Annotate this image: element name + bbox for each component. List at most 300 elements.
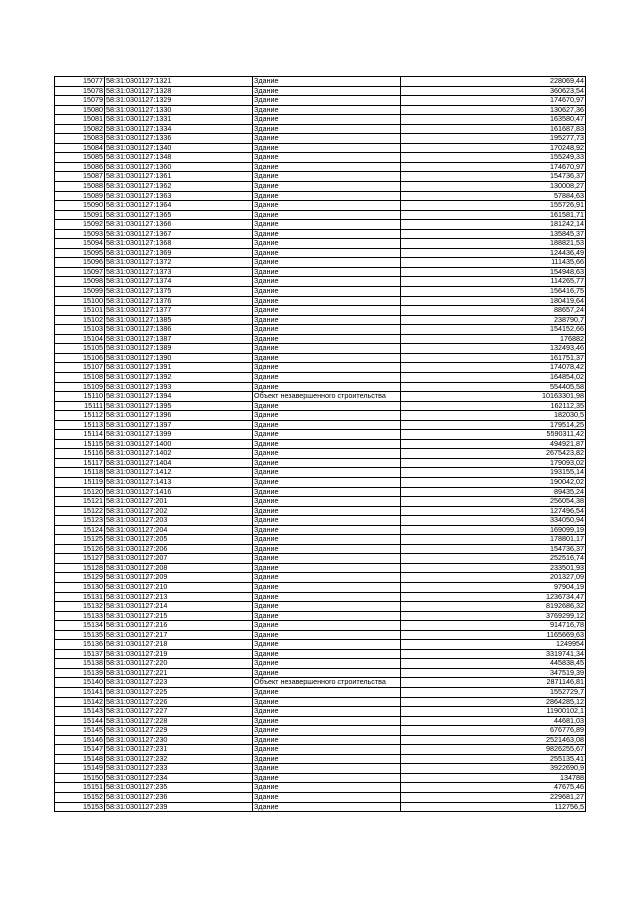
table-row bbox=[55, 516, 586, 526]
cadastral-value-cell: 10163301,98 bbox=[401, 392, 586, 402]
cadastral-value-cell: 164854,02 bbox=[401, 372, 586, 382]
cadastral-value-cell: 252516,74 bbox=[401, 554, 586, 564]
cadastral-value-cell: 2864285,12 bbox=[401, 697, 586, 707]
table-row bbox=[55, 783, 586, 793]
row-number-cell: 15146 bbox=[55, 735, 105, 745]
row-number-cell: 15104 bbox=[55, 334, 105, 344]
cadastral-value-cell: 97904,19 bbox=[401, 582, 586, 592]
table-row bbox=[55, 659, 586, 669]
object-type-cell: Здание bbox=[253, 439, 401, 449]
table-row bbox=[55, 306, 586, 316]
cadastral-value-cell: 3319741,34 bbox=[401, 649, 586, 659]
cadastral-number-cell: 58:31:0301127:215 bbox=[105, 611, 253, 621]
cadastral-value-cell: 88657,24 bbox=[401, 306, 586, 316]
cadastral-value-cell: 155249,33 bbox=[401, 153, 586, 163]
cadastral-number-cell: 58:31:0301127:239 bbox=[105, 802, 253, 812]
object-type-cell: Здание bbox=[253, 764, 401, 774]
cadastral-number-cell: 58:31:0301127:1391 bbox=[105, 363, 253, 373]
cadastral-number-cell: 58:31:0301127:1373 bbox=[105, 267, 253, 277]
cadastral-number-cell: 58:31:0301127:218 bbox=[105, 640, 253, 650]
object-type-cell: Здание bbox=[253, 707, 401, 717]
table-row bbox=[55, 764, 586, 774]
cadastral-number-cell: 58:31:0301127:216 bbox=[105, 621, 253, 631]
cadastral-number-cell: 58:31:0301127:1375 bbox=[105, 287, 253, 297]
cadastral-number-cell: 58:31:0301127:1360 bbox=[105, 162, 253, 172]
cadastral-number-cell: 58:31:0301127:1390 bbox=[105, 353, 253, 363]
table-row bbox=[55, 506, 586, 516]
cadastral-number-cell: 58:31:0301127:201 bbox=[105, 497, 253, 507]
cadastral-value-cell: 5590311,42 bbox=[401, 430, 586, 440]
table-row bbox=[55, 325, 586, 335]
cadastral-number-cell: 58:31:0301127:231 bbox=[105, 745, 253, 755]
table-row bbox=[55, 439, 586, 449]
object-type-cell: Здание bbox=[253, 487, 401, 497]
table-row bbox=[55, 697, 586, 707]
cadastral-value-cell: 112756,5 bbox=[401, 802, 586, 812]
object-type-cell: Здание bbox=[253, 115, 401, 125]
cadastral-value-cell: 188821,53 bbox=[401, 239, 586, 249]
cadastral-value-cell: 554405,58 bbox=[401, 382, 586, 392]
table-row bbox=[55, 363, 586, 373]
cadastral-number-cell: 58:31:0301127:1368 bbox=[105, 239, 253, 249]
row-number-cell: 15084 bbox=[55, 143, 105, 153]
cadastral-number-cell: 58:31:0301127:1394 bbox=[105, 392, 253, 402]
cadastral-number-cell: 58:31:0301127:209 bbox=[105, 573, 253, 583]
row-number-cell: 15147 bbox=[55, 745, 105, 755]
table-row bbox=[55, 468, 586, 478]
object-type-cell: Здание bbox=[253, 430, 401, 440]
cadastral-number-cell: 58:31:0301127:223 bbox=[105, 678, 253, 688]
object-type-cell: Здание bbox=[253, 621, 401, 631]
object-type-cell: Здание bbox=[253, 143, 401, 153]
cadastral-value-cell: 1249954 bbox=[401, 640, 586, 650]
row-number-cell: 15153 bbox=[55, 802, 105, 812]
cadastral-number-cell: 58:31:0301127:1400 bbox=[105, 439, 253, 449]
cadastral-number-cell: 58:31:0301127:1372 bbox=[105, 258, 253, 268]
object-type-cell: Здание bbox=[253, 535, 401, 545]
row-number-cell: 15125 bbox=[55, 535, 105, 545]
table-row bbox=[55, 220, 586, 230]
cadastral-number-cell: 58:31:0301127:1340 bbox=[105, 143, 253, 153]
cadastral-number-cell: 58:31:0301127:1389 bbox=[105, 344, 253, 354]
cadastral-value-cell: 161687,83 bbox=[401, 124, 586, 134]
object-type-cell: Здание bbox=[253, 401, 401, 411]
object-type-cell: Здание bbox=[253, 783, 401, 793]
row-number-cell: 15114 bbox=[55, 430, 105, 440]
cadastral-value-cell: 233501,93 bbox=[401, 563, 586, 573]
cadastral-number-cell: 58:31:0301127:1397 bbox=[105, 420, 253, 430]
row-number-cell: 15110 bbox=[55, 392, 105, 402]
object-type-cell: Здание bbox=[253, 773, 401, 783]
table-row bbox=[55, 621, 586, 631]
cadastral-value-cell: 47675,46 bbox=[401, 783, 586, 793]
object-type-cell: Здание bbox=[253, 353, 401, 363]
cadastral-number-cell: 58:31:0301127:1402 bbox=[105, 449, 253, 459]
cadastral-value-cell: 130008,27 bbox=[401, 182, 586, 192]
cadastral-value-cell: 89435,24 bbox=[401, 487, 586, 497]
row-number-cell: 15132 bbox=[55, 602, 105, 612]
cadastral-number-cell: 58:31:0301127:227 bbox=[105, 707, 253, 717]
row-number-cell: 15148 bbox=[55, 754, 105, 764]
cadastral-number-cell: 58:31:0301127:1334 bbox=[105, 124, 253, 134]
cadastral-value-cell: 161751,37 bbox=[401, 353, 586, 363]
row-number-cell: 15112 bbox=[55, 411, 105, 421]
object-type-cell: Здание bbox=[253, 793, 401, 803]
cadastral-number-cell: 58:31:0301127:230 bbox=[105, 735, 253, 745]
object-type-cell: Здание bbox=[253, 420, 401, 430]
table-row bbox=[55, 353, 586, 363]
row-number-cell: 15109 bbox=[55, 382, 105, 392]
row-number-cell: 15078 bbox=[55, 86, 105, 96]
table-row bbox=[55, 162, 586, 172]
object-type-cell: Здание bbox=[253, 287, 401, 297]
row-number-cell: 15130 bbox=[55, 582, 105, 592]
object-type-cell: Здание bbox=[253, 306, 401, 316]
object-type-cell: Здание bbox=[253, 96, 401, 106]
table-row bbox=[55, 611, 586, 621]
row-number-cell: 15137 bbox=[55, 649, 105, 659]
cadastral-number-cell: 58:31:0301127:221 bbox=[105, 668, 253, 678]
row-number-cell: 15102 bbox=[55, 315, 105, 325]
table-row bbox=[55, 96, 586, 106]
table-row bbox=[55, 678, 586, 688]
table-row bbox=[55, 86, 586, 96]
cadastral-number-cell: 58:31:0301127:1399 bbox=[105, 430, 253, 440]
cadastral-number-cell: 58:31:0301127:236 bbox=[105, 793, 253, 803]
row-number-cell: 15122 bbox=[55, 506, 105, 516]
table-row bbox=[55, 115, 586, 125]
table-row bbox=[55, 134, 586, 144]
row-number-cell: 15086 bbox=[55, 162, 105, 172]
cadastral-number-cell: 58:31:0301127:1366 bbox=[105, 220, 253, 230]
row-number-cell: 15143 bbox=[55, 707, 105, 717]
table-row bbox=[55, 430, 586, 440]
object-type-cell: Здание bbox=[253, 630, 401, 640]
table-row bbox=[55, 77, 586, 87]
row-number-cell: 15123 bbox=[55, 516, 105, 526]
object-type-cell: Здание bbox=[253, 153, 401, 163]
cadastral-number-cell: 58:31:0301127:1362 bbox=[105, 182, 253, 192]
cadastral-number-cell: 58:31:0301127:1348 bbox=[105, 153, 253, 163]
row-number-cell: 15149 bbox=[55, 764, 105, 774]
object-type-cell: Здание bbox=[253, 220, 401, 230]
object-type-cell: Здание bbox=[253, 554, 401, 564]
table-row bbox=[55, 602, 586, 612]
table-row bbox=[55, 449, 586, 459]
row-number-cell: 15105 bbox=[55, 344, 105, 354]
row-number-cell: 15115 bbox=[55, 439, 105, 449]
row-number-cell: 15141 bbox=[55, 688, 105, 698]
cadastral-value-cell: 334050,94 bbox=[401, 516, 586, 526]
object-type-cell: Здание bbox=[253, 382, 401, 392]
cadastral-value-cell: 238790,7 bbox=[401, 315, 586, 325]
cadastral-value-cell: 360623,54 bbox=[401, 86, 586, 96]
table-row bbox=[55, 248, 586, 258]
table-row bbox=[55, 172, 586, 182]
table-row bbox=[55, 544, 586, 554]
table-row bbox=[55, 287, 586, 297]
cadastral-value-cell: 494921,87 bbox=[401, 439, 586, 449]
cadastral-value-cell: 445838,45 bbox=[401, 659, 586, 669]
row-number-cell: 15088 bbox=[55, 182, 105, 192]
row-number-cell: 15103 bbox=[55, 325, 105, 335]
cadastral-value-cell: 255135,41 bbox=[401, 754, 586, 764]
cadastral-number-cell: 58:31:0301127:1377 bbox=[105, 306, 253, 316]
object-type-cell: Здание bbox=[253, 334, 401, 344]
cadastral-value-cell: 127496,54 bbox=[401, 506, 586, 516]
cadastral-value-cell: 11900102,1 bbox=[401, 707, 586, 717]
cadastral-number-cell: 58:31:0301127:207 bbox=[105, 554, 253, 564]
cadastral-number-cell: 58:31:0301127:226 bbox=[105, 697, 253, 707]
cadastral-value-cell: 169099,19 bbox=[401, 525, 586, 535]
object-type-cell: Здание bbox=[253, 573, 401, 583]
row-number-cell: 15116 bbox=[55, 449, 105, 459]
cadastral-value-cell: 156416,75 bbox=[401, 287, 586, 297]
cadastral-value-cell: 161581,71 bbox=[401, 210, 586, 220]
cadastral-value-cell: 162112,35 bbox=[401, 401, 586, 411]
cadastral-value-cell: 154736,37 bbox=[401, 172, 586, 182]
cadastral-value-cell: 179093,02 bbox=[401, 458, 586, 468]
cadastral-number-cell: 58:31:0301127:1363 bbox=[105, 191, 253, 201]
table-row bbox=[55, 802, 586, 812]
cadastral-value-cell: 9826255,67 bbox=[401, 745, 586, 755]
table-row bbox=[55, 477, 586, 487]
table-row bbox=[55, 124, 586, 134]
object-type-cell: Здание bbox=[253, 325, 401, 335]
row-number-cell: 15096 bbox=[55, 258, 105, 268]
table-row bbox=[55, 573, 586, 583]
table-row bbox=[55, 277, 586, 287]
cadastral-number-cell: 58:31:0301127:1385 bbox=[105, 315, 253, 325]
row-number-cell: 15144 bbox=[55, 716, 105, 726]
cadastral-value-cell: 134788 bbox=[401, 773, 586, 783]
table-row bbox=[55, 487, 586, 497]
object-type-cell: Здание bbox=[253, 735, 401, 745]
cadastral-number-cell: 58:31:0301127:1321 bbox=[105, 77, 253, 87]
row-number-cell: 15080 bbox=[55, 105, 105, 115]
cadastral-value-cell: 190042,02 bbox=[401, 477, 586, 487]
cadastral-value-cell: 111435,66 bbox=[401, 258, 586, 268]
cadastral-value-cell: 195277,73 bbox=[401, 134, 586, 144]
object-type-cell: Здание bbox=[253, 659, 401, 669]
cadastral-value-cell: 124436,49 bbox=[401, 248, 586, 258]
object-type-cell: Здание bbox=[253, 363, 401, 373]
object-type-cell: Здание bbox=[253, 182, 401, 192]
row-number-cell: 15107 bbox=[55, 363, 105, 373]
cadastral-number-cell: 58:31:0301127:203 bbox=[105, 516, 253, 526]
cadastral-number-cell: 58:31:0301127:1369 bbox=[105, 248, 253, 258]
cadastral-value-cell: 2521463,08 bbox=[401, 735, 586, 745]
row-number-cell: 15081 bbox=[55, 115, 105, 125]
cadastral-number-cell: 58:31:0301127:1387 bbox=[105, 334, 253, 344]
row-number-cell: 15077 bbox=[55, 77, 105, 87]
row-number-cell: 15091 bbox=[55, 210, 105, 220]
cadastral-value-cell: 676776,89 bbox=[401, 726, 586, 736]
cadastral-value-cell: 1165669,63 bbox=[401, 630, 586, 640]
row-number-cell: 15133 bbox=[55, 611, 105, 621]
object-type-cell: Здание bbox=[253, 544, 401, 554]
object-type-cell: Здание bbox=[253, 86, 401, 96]
row-number-cell: 15120 bbox=[55, 487, 105, 497]
table-row bbox=[55, 793, 586, 803]
object-type-cell: Здание bbox=[253, 124, 401, 134]
object-type-cell: Здание bbox=[253, 754, 401, 764]
table-row bbox=[55, 735, 586, 745]
object-type-cell: Здание bbox=[253, 134, 401, 144]
object-type-cell: Здание bbox=[253, 668, 401, 678]
cadastral-value-cell: 114265,77 bbox=[401, 277, 586, 287]
object-type-cell: Объект незавершенного строительства bbox=[253, 678, 401, 688]
object-type-cell: Здание bbox=[253, 210, 401, 220]
row-number-cell: 15090 bbox=[55, 201, 105, 211]
cadastral-number-cell: 58:31:0301127:1416 bbox=[105, 487, 253, 497]
cadastral-value-cell: 193155,14 bbox=[401, 468, 586, 478]
cadastral-number-cell: 58:31:0301127:1329 bbox=[105, 96, 253, 106]
row-number-cell: 15087 bbox=[55, 172, 105, 182]
table-row bbox=[55, 229, 586, 239]
table-row bbox=[55, 745, 586, 755]
cadastral-number-cell: 58:31:0301127:233 bbox=[105, 764, 253, 774]
table-row bbox=[55, 688, 586, 698]
table-row bbox=[55, 182, 586, 192]
cadastral-value-cell: 256054,38 bbox=[401, 497, 586, 507]
object-type-cell: Здание bbox=[253, 229, 401, 239]
row-number-cell: 15139 bbox=[55, 668, 105, 678]
cadastral-number-cell: 58:31:0301127:1330 bbox=[105, 105, 253, 115]
cadastral-number-cell: 58:31:0301127:202 bbox=[105, 506, 253, 516]
cadastral-number-cell: 58:31:0301127:225 bbox=[105, 688, 253, 698]
object-type-cell: Здание bbox=[253, 497, 401, 507]
object-type-cell: Здание bbox=[253, 802, 401, 812]
table-row bbox=[55, 372, 586, 382]
table-row bbox=[55, 640, 586, 650]
table-row bbox=[55, 497, 586, 507]
table-row bbox=[55, 401, 586, 411]
object-type-cell: Здание bbox=[253, 611, 401, 621]
document-page bbox=[54, 76, 585, 812]
table-body bbox=[55, 77, 586, 812]
row-number-cell: 15079 bbox=[55, 96, 105, 106]
table-row bbox=[55, 153, 586, 163]
object-type-cell: Здание bbox=[253, 239, 401, 249]
object-type-cell: Здание bbox=[253, 506, 401, 516]
object-type-cell: Здание bbox=[253, 277, 401, 287]
cadastral-value-cell: 1552729,7 bbox=[401, 688, 586, 698]
table-row bbox=[55, 525, 586, 535]
object-type-cell: Здание bbox=[253, 315, 401, 325]
cadastral-number-cell: 58:31:0301127:204 bbox=[105, 525, 253, 535]
table-row bbox=[55, 668, 586, 678]
object-type-cell: Здание bbox=[253, 162, 401, 172]
cadastral-number-cell: 58:31:0301127:206 bbox=[105, 544, 253, 554]
cadastral-value-cell: 914716,78 bbox=[401, 621, 586, 631]
table-row bbox=[55, 239, 586, 249]
table-row bbox=[55, 201, 586, 211]
table-row bbox=[55, 411, 586, 421]
cadastral-number-cell: 58:31:0301127:235 bbox=[105, 783, 253, 793]
cadastral-number-cell: 58:31:0301127:205 bbox=[105, 535, 253, 545]
table-row bbox=[55, 258, 586, 268]
cadastral-number-cell: 58:31:0301127:1361 bbox=[105, 172, 253, 182]
row-number-cell: 15094 bbox=[55, 239, 105, 249]
table-row bbox=[55, 707, 586, 717]
object-type-cell: Объект незавершенного строительства bbox=[253, 392, 401, 402]
object-type-cell: Здание bbox=[253, 563, 401, 573]
cadastral-value-cell: 3769299,12 bbox=[401, 611, 586, 621]
table-row bbox=[55, 458, 586, 468]
object-type-cell: Здание bbox=[253, 688, 401, 698]
object-type-cell: Здание bbox=[253, 411, 401, 421]
cadastral-number-cell: 58:31:0301127:1404 bbox=[105, 458, 253, 468]
row-number-cell: 15131 bbox=[55, 592, 105, 602]
object-type-cell: Здание bbox=[253, 449, 401, 459]
cadastral-value-cell: 154948,63 bbox=[401, 267, 586, 277]
row-number-cell: 15142 bbox=[55, 697, 105, 707]
cadastral-value-cell: 174078,42 bbox=[401, 363, 586, 373]
row-number-cell: 15145 bbox=[55, 726, 105, 736]
cadastral-number-cell: 58:31:0301127:1393 bbox=[105, 382, 253, 392]
object-type-cell: Здание bbox=[253, 525, 401, 535]
row-number-cell: 15106 bbox=[55, 353, 105, 363]
cadastral-number-cell: 58:31:0301127:229 bbox=[105, 726, 253, 736]
cadastral-value-cell: 178801,17 bbox=[401, 535, 586, 545]
object-type-cell: Здание bbox=[253, 105, 401, 115]
object-type-cell: Здание bbox=[253, 77, 401, 87]
row-number-cell: 15138 bbox=[55, 659, 105, 669]
row-number-cell: 15126 bbox=[55, 544, 105, 554]
cadastral-number-cell: 58:31:0301127:1336 bbox=[105, 134, 253, 144]
row-number-cell: 15134 bbox=[55, 621, 105, 631]
table-row bbox=[55, 334, 586, 344]
object-type-cell: Здание bbox=[253, 640, 401, 650]
object-type-cell: Здание bbox=[253, 248, 401, 258]
object-type-cell: Здание bbox=[253, 602, 401, 612]
table-row bbox=[55, 554, 586, 564]
cadastral-value-cell: 163580,47 bbox=[401, 115, 586, 125]
row-number-cell: 15127 bbox=[55, 554, 105, 564]
row-number-cell: 15098 bbox=[55, 277, 105, 287]
cadastral-value-cell: 44681,03 bbox=[401, 716, 586, 726]
cadastral-value-cell: 57884,63 bbox=[401, 191, 586, 201]
row-number-cell: 15100 bbox=[55, 296, 105, 306]
cadastral-number-cell: 58:31:0301127:210 bbox=[105, 582, 253, 592]
cadastral-number-cell: 58:31:0301127:1365 bbox=[105, 210, 253, 220]
row-number-cell: 15140 bbox=[55, 678, 105, 688]
row-number-cell: 15101 bbox=[55, 306, 105, 316]
table-row bbox=[55, 143, 586, 153]
object-type-cell: Здание bbox=[253, 477, 401, 487]
table-row bbox=[55, 344, 586, 354]
row-number-cell: 15093 bbox=[55, 229, 105, 239]
object-type-cell: Здание bbox=[253, 172, 401, 182]
table-row bbox=[55, 296, 586, 306]
cadastral-number-cell: 58:31:0301127:232 bbox=[105, 754, 253, 764]
table-row bbox=[55, 535, 586, 545]
row-number-cell: 15092 bbox=[55, 220, 105, 230]
object-type-cell: Здание bbox=[253, 649, 401, 659]
table-row bbox=[55, 392, 586, 402]
row-number-cell: 15095 bbox=[55, 248, 105, 258]
cadastral-number-cell: 58:31:0301127:1386 bbox=[105, 325, 253, 335]
table-row bbox=[55, 210, 586, 220]
cadastral-number-cell: 58:31:0301127:1412 bbox=[105, 468, 253, 478]
cadastral-value-cell: 8192686,32 bbox=[401, 602, 586, 612]
row-number-cell: 15150 bbox=[55, 773, 105, 783]
row-number-cell: 15119 bbox=[55, 477, 105, 487]
object-type-cell: Здание bbox=[253, 592, 401, 602]
cadastral-value-cell: 176882 bbox=[401, 334, 586, 344]
object-type-cell: Здание bbox=[253, 296, 401, 306]
